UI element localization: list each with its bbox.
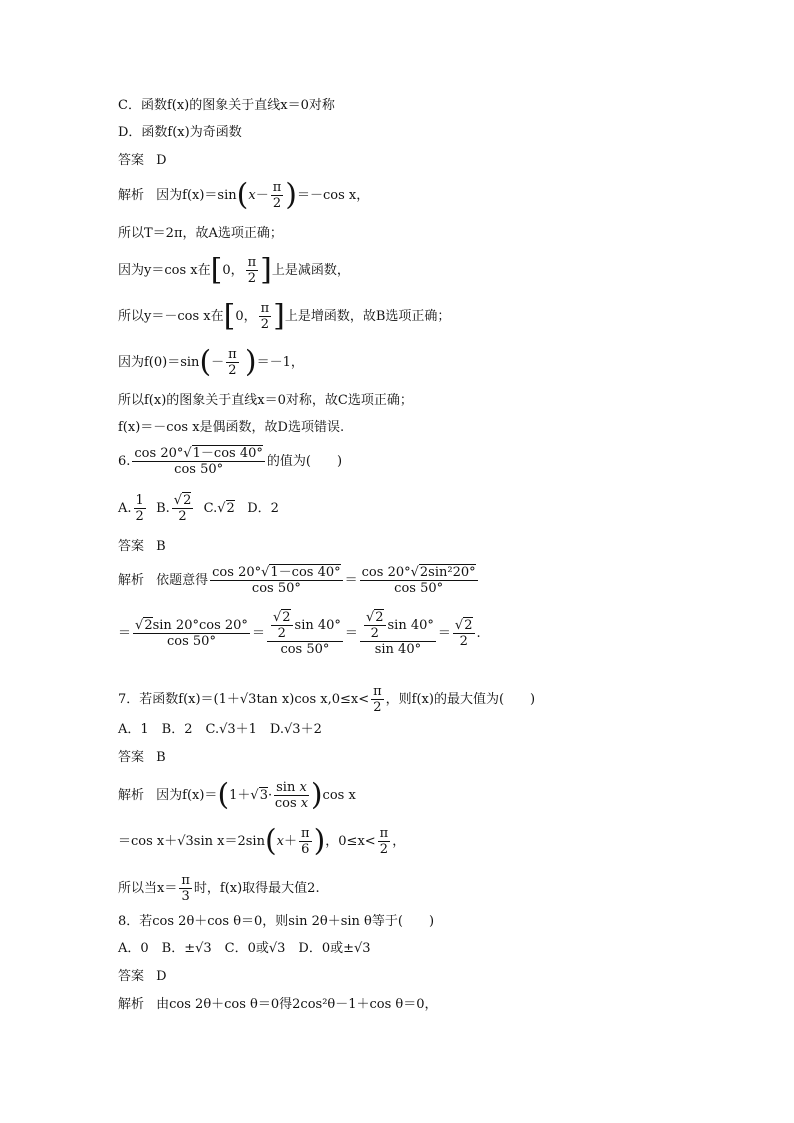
answer-line-7: 答案 B (118, 750, 166, 765)
analysis-5-line-7: f(x)＝－cos x是偶函数，故D选项错误. (118, 420, 345, 435)
answer-line-8: 答案 D (118, 969, 167, 984)
question-6-options: A. $\frac{1}{2}$ B. $\frac{√2}{2}$ C.√2 D．2 (118, 493, 279, 524)
question-7: 7．若函数f(x)＝(1＋√3tan x)cos x,0≤x< $\frac{\pi}{2}$ ，则f(x)的最大值为( ) (118, 684, 536, 715)
analysis-5-line-2: 所以T＝2π，故A选项正确； (118, 226, 283, 241)
analysis-5-line-5: 因为f(0)＝sin(－ $\frac{\pi}{2}$ )＝－1， (118, 344, 304, 380)
analysis-7-line-3: 所以当x＝ $\frac{\pi}{3}$ 时，f(x)取得最大值2. (118, 873, 320, 904)
fraction: $\frac{\pi}{2}$ (272, 180, 282, 211)
analysis-label: 解析 (118, 188, 145, 203)
answer-label: 答案 (118, 153, 145, 168)
analysis-5-line-6: 所以f(x)的图象关于直线x＝0对称，故C选项正确； (118, 393, 413, 408)
answer-line-5 (118, 153, 167, 169)
option-c: C．函数f(x)的图象关于直线x＝0对称 (118, 98, 335, 113)
option-d: D．函数f(x)为奇函数 (118, 125, 242, 140)
fraction: $\frac{\cos 20^\circ√1-\cos 40^\circ}{\cos 50^\circ}$ (134, 446, 263, 477)
analysis-8-line-1: 解析 由cos 2θ＋cos θ＝0得2cos²θ－1＋cos θ＝0， (118, 997, 438, 1012)
question-8: 8．若cos 2θ＋cos θ＝0，则sin 2θ＋sin θ等于( ) (118, 914, 435, 929)
analysis-7-line-1: 解析 因为f(x)＝(1＋√3· $\frac{\text{sin x}}{\text{cos x}}$ )cos x (118, 777, 356, 813)
question-7-options: A．1 B．2 C.√3＋1 D.√3＋2 (118, 722, 322, 737)
question-6: 6. $\frac{\cos 20^\circ√1-\cos 40^\circ}{\cos 50^\circ}$ 的值为( ) (118, 446, 343, 477)
analysis-5-line-1: 解析 因为f(x)＝sin(x－ $\frac{\pi}{2}$ )＝－cos x， (118, 177, 370, 213)
analysis-6-line-2: ＝ $\frac{√2\sin 20^\circ\cos 20^\circ}{\cos 50^\circ}$ ＝ $\frac{√2}{2}$ sin 40° cos 50° ＝ $\frac{√2}{2}$ sin 40° sin 40° ＝ $\frac{√2}{2}$ . (118, 610, 481, 657)
analysis-5-line-4: 所以y＝－cos x在[0， $\frac{\pi}{2}$ ]上是增函数，故B选项正确； (118, 298, 451, 334)
analysis-7-line-2: ＝cos x＋√3sin x＝2sin(x＋ $\frac{\pi}{6}$ )，0≤x< $\frac{\pi}{2}$ ， (118, 823, 406, 859)
analysis-5-line-3: 因为y＝cos x在[0， $\frac{\pi}{2}$ ]上是减函数， (118, 252, 350, 288)
question-8-options: A．0 B．±√3 C．0或√3 D．0或±√3 (118, 941, 371, 956)
analysis-6-line-1: 解析 依题意得 $\frac{\cos 20^\circ√1-\cos 40^\circ}{\cos 50^\circ}$ ＝ $\frac{\text{cos 20°√2sin²20°}}{\cos 50^\circ}$ (118, 565, 476, 596)
answer-line-6: 答案 B (118, 539, 166, 554)
answer-value: D (156, 153, 167, 168)
